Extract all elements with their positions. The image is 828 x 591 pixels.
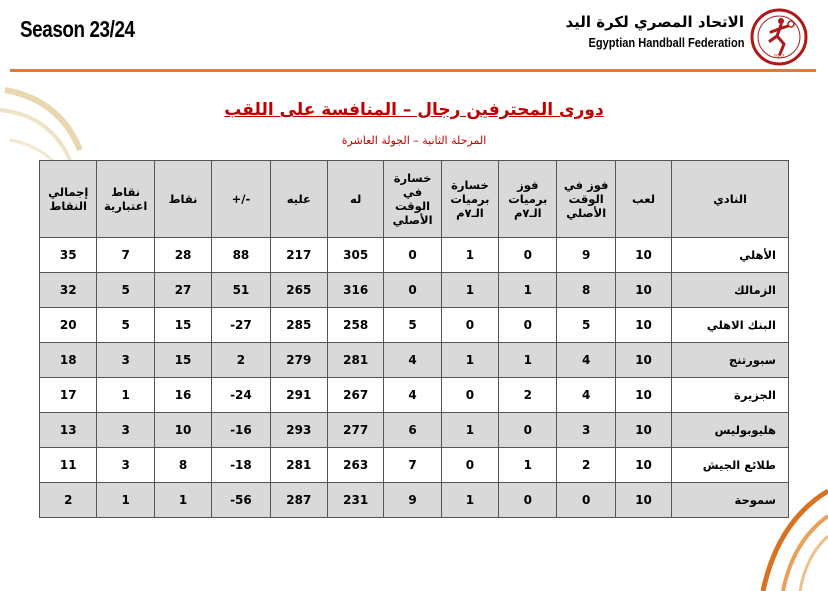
- played-cell: 10: [615, 273, 671, 308]
- win-penalties-cell: 0: [499, 308, 557, 343]
- goals-against-cell: 281: [270, 448, 327, 483]
- points-cell: 28: [154, 238, 211, 273]
- goal-difference-cell: -24: [212, 378, 270, 413]
- total-points-cell: 32: [40, 273, 97, 308]
- points-cell: 15: [154, 343, 211, 378]
- column-header: فوز في الوقت الأصلي: [557, 161, 615, 238]
- loss-penalties-cell: 1: [441, 483, 498, 518]
- total-points-cell: 18: [40, 343, 97, 378]
- loss-penalties-cell: 1: [441, 343, 498, 378]
- win-regular-cell: 4: [557, 378, 615, 413]
- standings-table: [39, 160, 789, 518]
- played-cell: 10: [615, 448, 671, 483]
- goal-difference-cell: 88: [212, 238, 270, 273]
- points-cell: 15: [154, 308, 211, 343]
- column-header: خسارة برميات الـ٧م: [441, 161, 498, 238]
- column-header: عليه: [270, 161, 327, 238]
- goals-against-cell: 293: [270, 413, 327, 448]
- goal-difference-cell: 51: [212, 273, 270, 308]
- goals-for-cell: 263: [327, 448, 383, 483]
- column-header: خسارة في الوقت الأصلي: [384, 161, 441, 238]
- club-name-cell: سبورتنج: [672, 343, 789, 378]
- column-header: نقاط: [154, 161, 211, 238]
- column-header: لعب: [615, 161, 671, 238]
- loss-penalties-cell: 0: [441, 378, 498, 413]
- bonus-points-cell: 3: [97, 343, 154, 378]
- win-regular-cell: 3: [557, 413, 615, 448]
- win-regular-cell: 5: [557, 308, 615, 343]
- loss-penalties-cell: 1: [441, 413, 498, 448]
- win-penalties-cell: 1: [499, 448, 557, 483]
- bonus-points-cell: 1: [97, 378, 154, 413]
- federation-name-arabic: الاتحاد المصري لكرة اليد: [565, 13, 744, 31]
- season-label: Season 23/24: [20, 16, 135, 42]
- goal-difference-cell: -27: [212, 308, 270, 343]
- goals-against-cell: 287: [270, 483, 327, 518]
- bonus-points-cell: 5: [97, 273, 154, 308]
- table-row: [40, 308, 789, 343]
- bonus-points-cell: 3: [97, 448, 154, 483]
- club-name-cell: هليوبوليس: [672, 413, 789, 448]
- win-penalties-cell: 2: [499, 378, 557, 413]
- loss-regular-cell: 0: [384, 273, 441, 308]
- loss-regular-cell: 9: [384, 483, 441, 518]
- played-cell: 10: [615, 378, 671, 413]
- club-name-cell: الأهلي: [672, 238, 789, 273]
- total-points-cell: 35: [40, 238, 97, 273]
- table-row: [40, 343, 789, 378]
- club-name-cell: الزمالك: [672, 273, 789, 308]
- column-header: فوز برميات الـ٧م: [499, 161, 557, 238]
- played-cell: 10: [615, 238, 671, 273]
- federation-name: [561, 13, 744, 50]
- win-penalties-cell: 1: [499, 343, 557, 378]
- total-points-cell: 13: [40, 413, 97, 448]
- header-divider: [10, 69, 816, 72]
- loss-regular-cell: 7: [384, 448, 441, 483]
- federation-logo-icon: [750, 8, 808, 66]
- loss-regular-cell: 4: [384, 378, 441, 413]
- goals-for-cell: 305: [327, 238, 383, 273]
- bonus-points-cell: 5: [97, 308, 154, 343]
- column-header: له: [327, 161, 383, 238]
- table-row: [40, 448, 789, 483]
- column-header: إجمالي النقاط: [40, 161, 97, 238]
- club-name-cell: طلائع الجيش: [672, 448, 789, 483]
- total-points-cell: 20: [40, 308, 97, 343]
- bonus-points-cell: 3: [97, 413, 154, 448]
- win-penalties-cell: 1: [499, 273, 557, 308]
- played-cell: 10: [615, 413, 671, 448]
- goals-against-cell: 291: [270, 378, 327, 413]
- goals-for-cell: 281: [327, 343, 383, 378]
- club-name-cell: الجزيرة: [672, 378, 789, 413]
- played-cell: 10: [615, 483, 671, 518]
- table-header-row: [40, 161, 789, 238]
- win-regular-cell: 0: [557, 483, 615, 518]
- win-regular-cell: 4: [557, 343, 615, 378]
- table-row: [40, 238, 789, 273]
- bonus-points-cell: 1: [97, 483, 154, 518]
- played-cell: 10: [615, 343, 671, 378]
- loss-penalties-cell: 0: [441, 308, 498, 343]
- played-cell: 10: [615, 308, 671, 343]
- total-points-cell: 11: [40, 448, 97, 483]
- page-subtitle: المرحلة الثانية – الجولة العاشرة: [341, 134, 487, 147]
- loss-regular-cell: 0: [384, 238, 441, 273]
- goal-difference-cell: -18: [212, 448, 270, 483]
- goals-against-cell: 285: [270, 308, 327, 343]
- goal-difference-cell: -16: [212, 413, 270, 448]
- total-points-cell: 2: [40, 483, 97, 518]
- goals-against-cell: 265: [270, 273, 327, 308]
- goals-for-cell: 316: [327, 273, 383, 308]
- logo-year: 1957: [773, 54, 785, 60]
- column-header: +/-: [212, 161, 270, 238]
- goals-against-cell: 217: [270, 238, 327, 273]
- goals-for-cell: 258: [327, 308, 383, 343]
- loss-penalties-cell: 1: [441, 238, 498, 273]
- win-penalties-cell: 0: [499, 483, 557, 518]
- win-regular-cell: 8: [557, 273, 615, 308]
- table-row: [40, 413, 789, 448]
- bonus-points-cell: 7: [97, 238, 154, 273]
- win-regular-cell: 9: [557, 238, 615, 273]
- table-row: [40, 273, 789, 308]
- goal-difference-cell: -56: [212, 483, 270, 518]
- win-penalties-cell: 0: [499, 413, 557, 448]
- decorative-swoosh-left: [0, 80, 110, 170]
- win-penalties-cell: 0: [499, 238, 557, 273]
- win-regular-cell: 2: [557, 448, 615, 483]
- goal-difference-cell: 2: [212, 343, 270, 378]
- club-name-cell: البنك الاهلي: [672, 308, 789, 343]
- club-name-cell: سموحة: [672, 483, 789, 518]
- points-cell: 1: [154, 483, 211, 518]
- goals-for-cell: 231: [327, 483, 383, 518]
- loss-regular-cell: 5: [384, 308, 441, 343]
- loss-penalties-cell: 1: [441, 273, 498, 308]
- federation-name-english: Egyptian Handball Federation: [588, 35, 744, 50]
- column-header: نقاط اعتبارية: [97, 161, 154, 238]
- table-row: [40, 378, 789, 413]
- page-title: دورى المحترفين رجال – المنافسة على اللقب: [224, 100, 604, 120]
- points-cell: 10: [154, 413, 211, 448]
- total-points-cell: 17: [40, 378, 97, 413]
- points-cell: 27: [154, 273, 211, 308]
- table-row: [40, 483, 789, 518]
- loss-regular-cell: 6: [384, 413, 441, 448]
- points-cell: 16: [154, 378, 211, 413]
- points-cell: 8: [154, 448, 211, 483]
- column-header: النادي: [672, 161, 789, 238]
- loss-penalties-cell: 0: [441, 448, 498, 483]
- goals-for-cell: 267: [327, 378, 383, 413]
- goals-against-cell: 279: [270, 343, 327, 378]
- goals-for-cell: 277: [327, 413, 383, 448]
- loss-regular-cell: 4: [384, 343, 441, 378]
